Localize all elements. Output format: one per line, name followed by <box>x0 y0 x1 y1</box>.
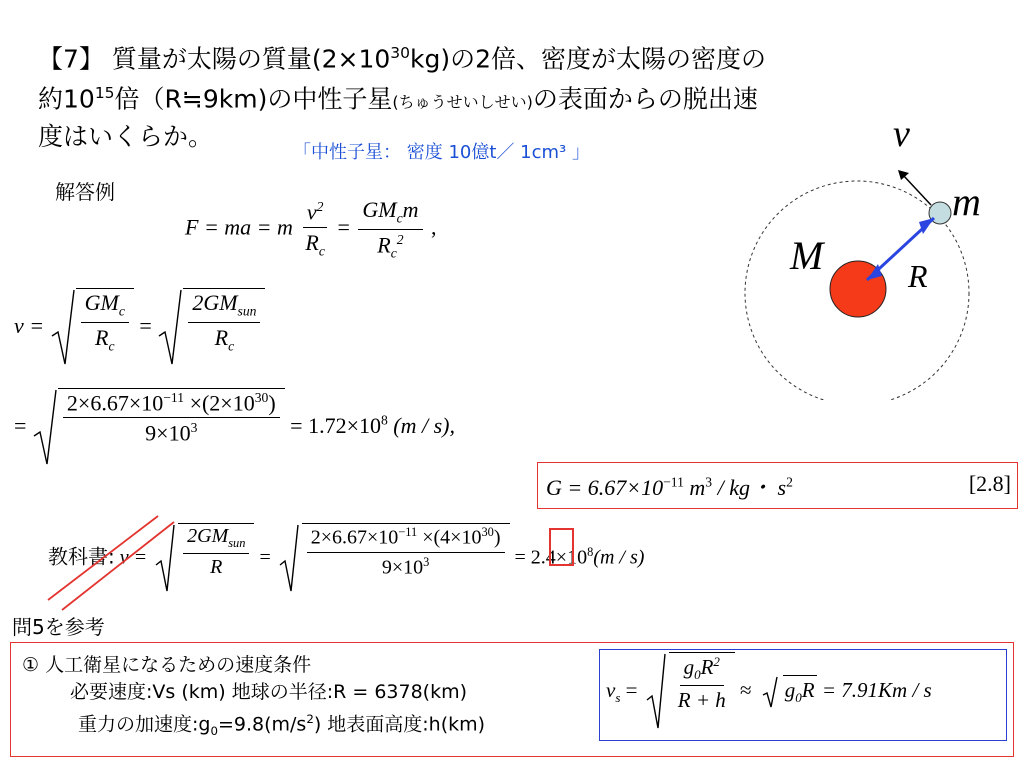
density-note: 「中性子星： 密度 10億t／ 1cm³ 」 <box>293 142 590 163</box>
velocity-arrow <box>903 175 931 205</box>
problem-text: 約10 <box>38 84 95 114</box>
exponent: 8 <box>587 544 594 559</box>
symbol: F <box>185 214 199 240</box>
exponent: 30 <box>481 525 494 539</box>
strike-lines <box>40 508 200 618</box>
problem-text: 倍（R≒9km)の中性子星 <box>114 84 393 114</box>
exponent: 2 <box>396 231 404 247</box>
furigana: (ちゅうせいしせい) <box>392 92 533 112</box>
symbol: v = <box>14 313 45 339</box>
text: ) 地表面高度:h(km) <box>313 713 486 736</box>
subscript: c <box>118 303 125 319</box>
text: =9.8(m/s <box>217 713 307 736</box>
symbol: = 2.4×10 <box>514 546 588 569</box>
subscript: c <box>318 243 325 259</box>
problem-text: 質量が太陽の質量(2×10 <box>111 44 391 74</box>
problem-statement <box>38 36 988 154</box>
symbol: GM <box>197 525 229 547</box>
subscript: 0 <box>694 667 701 683</box>
textbook-label: 教科書: <box>48 544 115 569</box>
symbol: R <box>214 324 229 350</box>
reference-number: [2.8] <box>968 471 1011 496</box>
symbol: 2 <box>192 290 204 315</box>
symbol: R <box>210 556 223 579</box>
subscript: c <box>108 338 115 354</box>
exponent: 3 <box>423 554 430 569</box>
subscript: sun <box>228 536 246 550</box>
subscript: c <box>228 338 235 354</box>
exponent: 15 <box>94 84 115 103</box>
symbol: 2 <box>187 525 198 547</box>
symbol: = ma = m <box>203 214 293 240</box>
orbital-line1: 必要速度:Vs (km) 地球の半径:R = 6378(km) <box>70 681 468 703</box>
symbol: = 7.91Km / s <box>821 677 932 702</box>
symbol: , <box>431 214 437 240</box>
exponent: 3 <box>705 474 713 490</box>
symbol: GM <box>84 290 119 315</box>
exponent: −11 <box>663 474 684 490</box>
orbital-title: ① 人工衛星になるための速度条件 <box>22 654 312 676</box>
exponent: 30 <box>254 390 269 405</box>
problem-text: 度はいくらか。 <box>38 121 214 151</box>
symbol: R <box>801 678 815 702</box>
symbol: v <box>306 199 317 225</box>
orbital-formula-box: $v_s$ = $\frac{g_0R^2}{R + h}$ ≈ $g_0R$ = 7.91Km / s <box>599 649 1007 741</box>
answer-label: 解答例 <box>55 180 115 204</box>
orbital-conditions <box>22 652 485 745</box>
equation-force: F = ma = m $\frac{v^2}{R_c}$ = $\frac{GM_cm}{R_c^2}$ , <box>185 197 437 261</box>
symbol: (m / s) <box>593 546 645 569</box>
symbol: ) <box>493 526 501 549</box>
symbol: = 1.72×10 <box>290 413 381 439</box>
arrow-head-icon <box>898 170 909 180</box>
exponent: 2 <box>713 654 720 669</box>
subscript: 0 <box>210 724 218 739</box>
problem-text: kg)の2倍、密度が太陽の密度の <box>410 44 767 74</box>
subscript: 0 <box>795 690 802 706</box>
symbol: R <box>700 655 714 679</box>
equation-textbook: 教科書: v = $\frac{2GM_{sun}}{R}$ = $\frac{2\times 6.67\times 10^{-11} \times(4\times 10^{30})}{9\times 10^3}$ = $2.4\times 10^8(m / s)$ <box>48 523 644 595</box>
equation-velocity: v = $\frac{GM_c}{R_c}$ = $\frac{2GM_{sun}}{R_c}$ <box>14 288 265 368</box>
exponent: 30 <box>390 44 411 62</box>
symbol: (m / s), <box>387 413 456 439</box>
symbol: m <box>402 197 419 222</box>
symbol: R + h <box>677 687 726 712</box>
exponent: 8 <box>380 412 388 428</box>
reference-label: 問5を参考 <box>12 615 105 639</box>
symbol: g <box>683 655 695 679</box>
highlight-box <box>549 528 574 566</box>
symbol: R <box>377 232 391 258</box>
exponent: 2 <box>306 712 314 726</box>
symbol: G = 6.67×10 <box>546 475 664 500</box>
symbol: / kg・ s <box>712 475 787 500</box>
label-v: v <box>893 113 910 155</box>
symbol: 2×6.67×10 <box>310 526 399 549</box>
symbol: = <box>14 413 27 439</box>
symbol: m <box>683 475 706 500</box>
symbol: 9×10 <box>381 556 424 579</box>
symbol: g <box>784 678 796 702</box>
subscript: s <box>615 690 621 705</box>
problem-text: の表面からの脱出速 <box>532 84 758 114</box>
symbol: R <box>95 324 109 350</box>
subscript: sun <box>237 303 257 319</box>
symbol: v = <box>119 546 148 569</box>
symbol: GM <box>362 197 397 222</box>
symbol: GM <box>203 290 238 315</box>
symbol: ) <box>268 390 276 416</box>
exponent: −11 <box>398 525 418 539</box>
symbol: ≈ <box>740 677 752 702</box>
constant-g-box <box>537 462 1018 509</box>
label-M: M <box>790 233 824 278</box>
symbol: ×(2×10 <box>184 390 255 416</box>
problem-number: 【7】 <box>38 44 104 74</box>
subscript: c <box>396 210 403 226</box>
highlighted-factor: 4 <box>440 526 451 549</box>
symbol: 9×10 <box>145 420 191 446</box>
symbol: R <box>305 229 319 255</box>
exponent: 2 <box>316 199 324 215</box>
symbol: v <box>606 677 616 702</box>
text: 重力の加速度:g <box>78 713 211 736</box>
equation-numeric <box>14 388 455 468</box>
subscript: c <box>390 245 397 261</box>
symbol: 2×6.67×10 <box>66 390 164 416</box>
symbol: ×10 <box>450 526 482 549</box>
symbol: ×( <box>417 526 441 549</box>
exponent: 3 <box>190 420 198 436</box>
orbital-line2 <box>22 706 485 745</box>
label-R: R <box>908 258 928 294</box>
exponent: 2 <box>786 474 793 490</box>
exponent: −11 <box>163 390 185 405</box>
label-m: m <box>952 179 981 224</box>
